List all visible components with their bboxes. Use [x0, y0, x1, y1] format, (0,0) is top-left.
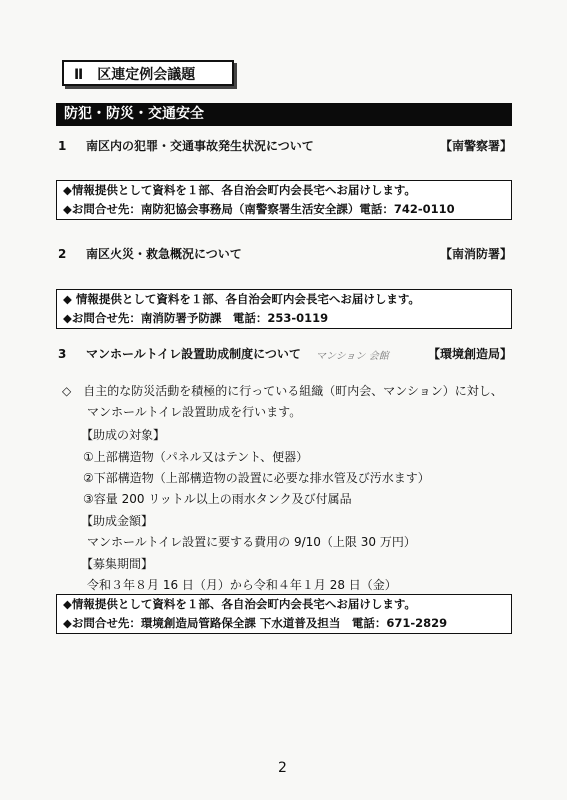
info-box-3 [56, 594, 512, 634]
item-department: 【南消防署】 [439, 247, 512, 261]
amount-text: マンホールトイレ設置に要する費用の 9/10（上限 30 万円） [87, 535, 416, 549]
handwritten-note: マンション 会館 [316, 351, 389, 362]
contact-line: ◆お問合せ先：環境創造局管路保全課 下水道普及担当 電話：671-2829 [63, 616, 448, 630]
agenda-item-1 [56, 137, 512, 155]
item-number: 2 [58, 247, 67, 261]
period-text: 令和３年８月 16 日（月）から令和４年１月 28 日（金） [87, 578, 397, 592]
detail-intro-2: マンホールトイレ設置助成を行います。 [87, 405, 302, 419]
page-number: 2 [278, 760, 287, 776]
item-number: 1 [58, 139, 67, 153]
contact-line: ◆お問合せ先：南消防署予防課 電話：253-0119 [63, 311, 329, 325]
section-heading: Ⅱ 区連定例会議題 [62, 60, 234, 86]
target-label: 【助成の対象】 [81, 428, 166, 442]
detail-intro-1: ◇ 自主的な防災活動を積極的に行っている組織（町内会、マンション）に対し、 [62, 384, 503, 398]
item-title: 南区内の犯罪・交通事故発生状況について [86, 139, 314, 153]
agenda-item-3 [56, 345, 512, 363]
item-title: マンホールトイレ設置助成制度について [86, 347, 301, 361]
target-item-2: ②下部構造物（上部構造物の設置に必要な排水管及び汚水ます） [83, 471, 430, 485]
info-box-1 [56, 180, 512, 220]
target-item-1: ①上部構造物（パネル又はテント、便器） [83, 450, 309, 464]
agenda-item-2 [56, 245, 512, 263]
item-title: 南区火災・救急概況について [86, 247, 242, 261]
info-line: ◆情報提供として資料を１部、各自治会町内会長宅へお届けします。 [63, 183, 416, 197]
info-box-2 [56, 289, 512, 329]
info-line: ◆情報提供として資料を１部、各自治会町内会長宅へお届けします。 [63, 597, 416, 611]
contact-line: ◆お問合せ先：南防犯協会事務局（南警察署生活安全課）電話：742-0110 [63, 202, 455, 216]
category-band: 防犯・防災・交通安全 [56, 103, 512, 126]
item-number: 3 [58, 347, 67, 361]
info-line: ◆ 情報提供として資料を１部、各自治会町内会長宅へお届けします。 [63, 292, 420, 306]
item-department: 【南警察署】 [439, 139, 512, 153]
target-item-3: ③容量 200 リットル以上の雨水タンク及び付属品 [83, 492, 352, 506]
period-label: 【募集期間】 [81, 557, 154, 571]
item-department: 【環境創造局】 [427, 347, 512, 361]
amount-label: 【助成金額】 [81, 514, 154, 528]
